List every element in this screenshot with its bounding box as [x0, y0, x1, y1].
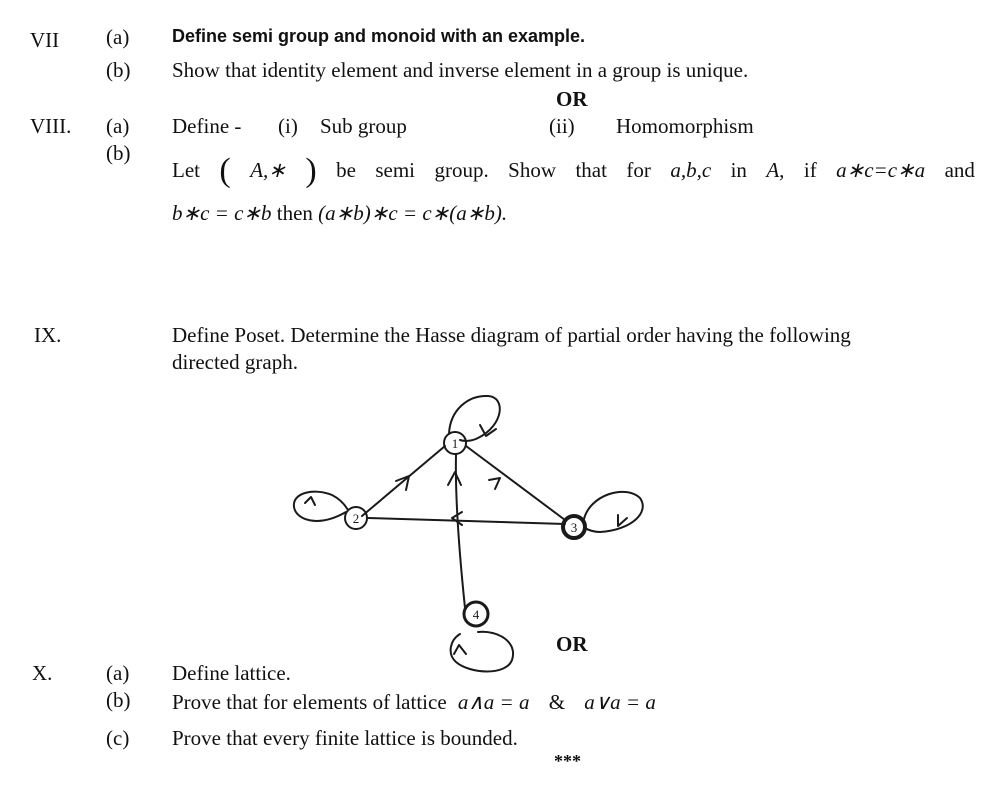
q10-number: X.	[32, 661, 53, 685]
or-separator-2: OR	[556, 632, 588, 656]
q9-text-line1: Define Poset. Determine the Hasse diagram of partial order having the following	[172, 323, 851, 347]
q8-a-ii-label: (ii)	[549, 114, 575, 138]
q7-b-text: Show that identity element and inverse element in a group is unique.	[172, 58, 749, 82]
q9-number: IX.	[34, 323, 62, 347]
word: Let	[172, 158, 200, 182]
join-idempotent: a∨a = a	[584, 690, 656, 714]
loop-node-2	[294, 492, 348, 521]
loop-node-3	[584, 492, 643, 532]
q8-a-i-text: Sub group	[320, 114, 407, 138]
q8-b-label: (b)	[106, 141, 131, 165]
ampersand: &	[548, 690, 566, 714]
or-separator-1: OR	[556, 87, 588, 111]
word: and	[944, 158, 975, 182]
node-2-label: 2	[352, 511, 360, 526]
word: if	[803, 158, 817, 182]
q8-a-define: Define -	[172, 114, 242, 138]
q10-b-label: (b)	[106, 688, 131, 712]
edge-3-to-1	[466, 446, 565, 520]
node-4-label: 4	[472, 607, 480, 622]
q8-a-label: (a)	[106, 114, 130, 138]
q10-a-text: Define lattice.	[172, 661, 291, 685]
math-associative-result: (a∗b)∗c = c∗(a∗b).	[318, 201, 508, 225]
word: group.	[434, 158, 489, 182]
meet-idempotent: a∧a = a	[457, 690, 530, 714]
word: in	[730, 158, 747, 182]
word: be	[336, 158, 356, 182]
word: for	[626, 158, 651, 182]
word: semi	[375, 158, 416, 182]
math-a: A,	[766, 158, 785, 182]
arrowhead-4-1	[448, 472, 461, 485]
math-commute-bc: b∗c = c∗b	[172, 201, 272, 225]
node-3-label: 3	[570, 520, 578, 535]
word: that	[575, 158, 607, 182]
loop-arrowhead-4	[454, 645, 466, 654]
math-abc: a,b,c	[670, 158, 712, 182]
q8-a-ii-text: Homomorphism	[616, 114, 754, 138]
loop-arrowhead-2	[305, 497, 315, 505]
end-mark: ***	[554, 751, 581, 771]
loop-arrowhead-3	[618, 515, 627, 526]
paren-open: (	[219, 152, 231, 189]
q7-a-text: Define semi group and monoid with an example.	[172, 26, 586, 46]
math-commute-ac: a∗c=c∗a	[836, 158, 926, 182]
word-then: then	[276, 201, 313, 225]
paren-close: )	[305, 152, 317, 189]
q10-b-line	[172, 692, 656, 713]
q7-number: VII	[30, 28, 60, 52]
node-1-label: 1	[451, 436, 459, 451]
q10-c-text: Prove that every finite lattice is bounded.	[172, 726, 518, 750]
q8-number: VIII.	[30, 114, 72, 138]
q7-a-label: (a)	[106, 25, 130, 49]
arrowhead-3-1	[489, 478, 500, 489]
set-a-op: A,∗	[250, 158, 286, 182]
q10-a-label: (a)	[106, 661, 130, 685]
q10-c-label: (c)	[106, 726, 130, 750]
q9-text-line2: directed graph.	[172, 350, 298, 374]
q7-b-label: (b)	[106, 58, 131, 82]
q10-b-text: Prove that for elements of lattice	[172, 690, 447, 714]
word: Show	[508, 158, 556, 182]
edge-3-to-2	[368, 518, 565, 524]
loop-node-1	[449, 396, 500, 441]
edge-2-to-1	[362, 446, 445, 516]
loop-node-4	[451, 632, 513, 672]
q8-a-i-label: (i)	[278, 114, 298, 138]
